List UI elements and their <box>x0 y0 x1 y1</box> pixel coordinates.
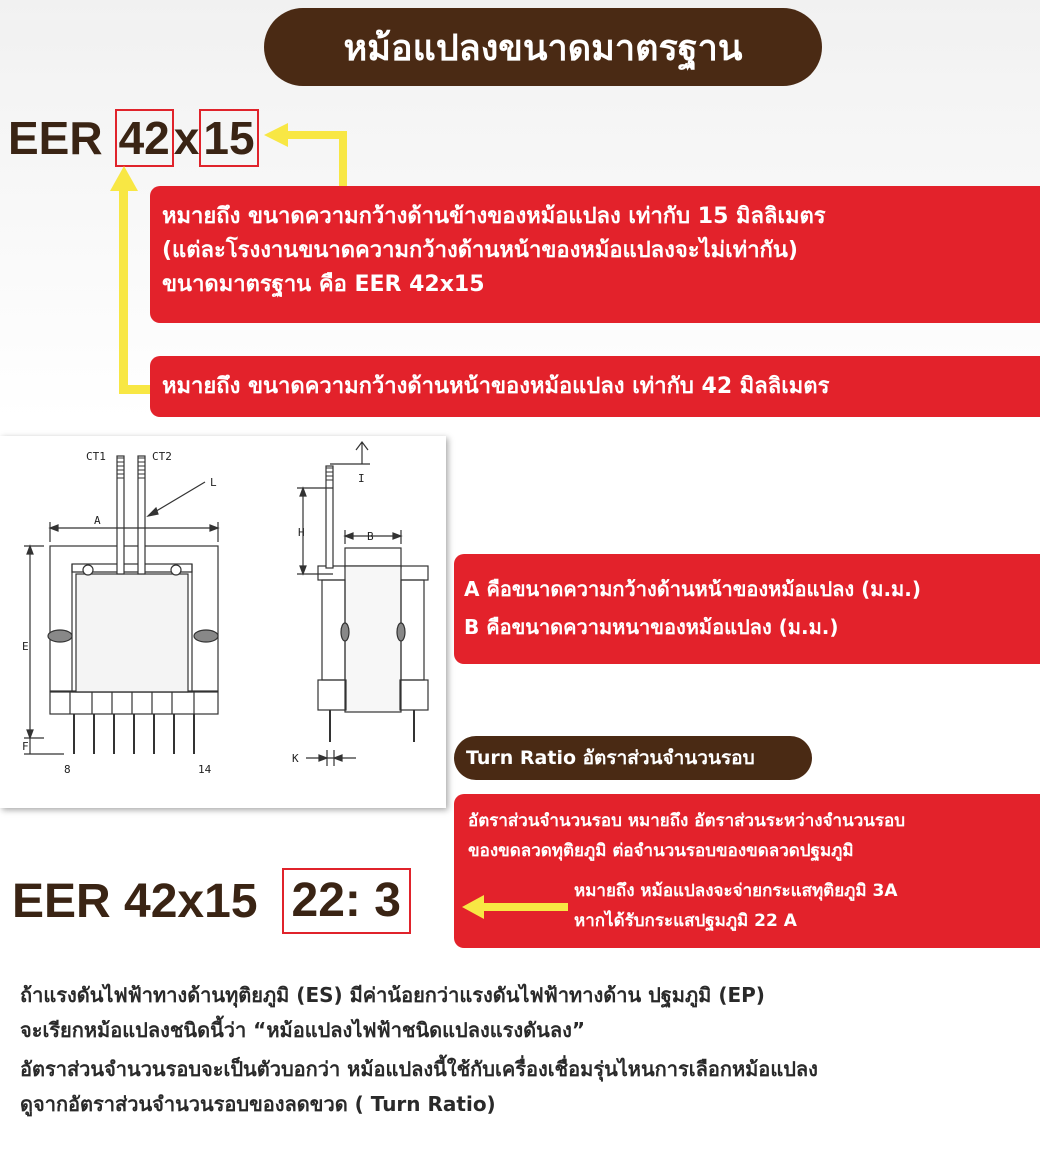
label-b: B <box>367 530 374 543</box>
label-pin-8: 8 <box>64 763 71 776</box>
model-code-bottom <box>12 868 411 934</box>
explanation-line4: ดูจากอัตราส่วนจำนวนรอบของลดขวด ( Turn Ratio) <box>20 1092 496 1116</box>
label-a: A <box>94 514 101 527</box>
model-code-top <box>8 108 259 168</box>
turn-ratio-value-box: 22: 3 <box>282 868 411 934</box>
arrow-ratio-icon <box>462 894 570 920</box>
label-i: I <box>358 472 365 485</box>
note-side-line2: (แต่ละโรงงานขนาดความกว้างด้านหน้าของหม้อแปลงจะไม่เท่ากัน) <box>162 238 798 263</box>
turn-ratio-label: Turn Ratio อัตราส่วนจำนวนรอบ <box>454 736 812 780</box>
label-ct2: CT2 <box>152 450 172 463</box>
explanation-text <box>20 978 1035 1122</box>
label-l: L <box>210 476 217 489</box>
label-e: E <box>22 640 29 653</box>
label-k: K <box>292 752 299 765</box>
note-side-line3: ขนาดมาตรฐาน คือ EER 42x15 <box>162 272 485 297</box>
note-side-width <box>150 186 1040 323</box>
turn-ratio-note <box>454 794 1040 948</box>
label-pin-14: 14 <box>198 763 212 776</box>
label-f: F <box>22 740 29 753</box>
page-title: หม้อแปลงขนาดมาตรฐาน <box>264 8 822 86</box>
dimension-note-b: B คือขนาดความหนาของหม้อแปลง (ม.ม.) <box>464 615 839 639</box>
model-separator: x <box>173 112 200 164</box>
arrow-front-vertical <box>119 188 128 393</box>
label-h: H <box>298 526 305 539</box>
front-base <box>50 692 218 714</box>
explanation-line1: ถ้าแรงดันไฟฟ้าทางด้านทุติยภูมิ (ES) มีค่าน้อยกว่าแรงดันไฟฟ้าทางด้าน ปฐมภูมิ (EP) <box>20 983 765 1007</box>
note-side-line1: หมายถึง ขนาดความกว้างด้านข้างของหม้อแปลง เท่ากับ 15 มิลลิเมตร <box>162 204 826 229</box>
arrow-side-horizontal <box>286 131 347 139</box>
arrow-front-horizontal <box>119 385 153 394</box>
side-top-block <box>345 548 401 568</box>
side-value-box: 15 <box>199 109 258 167</box>
transformer-drawing <box>0 436 446 808</box>
dimension-notes <box>454 554 1040 664</box>
arrow-side-vertical <box>339 131 347 187</box>
note-front-width: หมายถึง ขนาดความกว้างด้านหน้าของหม้อแปลง เท่ากับ 42 มิลลิเมตร <box>150 356 1040 417</box>
front-winding <box>76 574 188 692</box>
side-core <box>345 566 401 712</box>
explanation-line2: จะเรียกหม้อแปลงชนิดนี้ว่า “หม้อแปลงไฟฟ้าชนิดแปลงแรงดันลง” <box>20 1018 585 1042</box>
arrow-side-head-icon <box>264 122 290 148</box>
model-bottom-code: EER 42x15 <box>12 874 258 928</box>
turn-ratio-line1: อัตราส่วนจำนวนรอบ หมายถึง อัตราส่วนระหว่างจำนวนรอบ <box>468 811 906 831</box>
transformer-diagram <box>0 436 446 808</box>
explanation-line3: อัตราส่วนจำนวนรอบจะเป็นตัวบอกว่า หม้อแปลงนี้ใช้กับเครื่องเชื่อมรุ่นไหนการเลือกหม้อแปลง <box>20 1057 818 1081</box>
arrow-front-head-icon <box>109 166 139 192</box>
label-ct1: CT1 <box>86 450 106 463</box>
model-prefix: EER <box>8 112 103 164</box>
turn-ratio-line3: หมายถึง หม้อแปลงจะจ่ายกระแสทุติยภูมิ 3A <box>574 881 898 901</box>
turn-ratio-line4: หากได้รับกระแสปฐมภูมิ 22 A <box>574 911 797 931</box>
dimension-note-a: A คือขนาดความกว้างด้านหน้าของหม้อแปลง (ม.ม.) <box>464 577 921 601</box>
width-value-box: 42 <box>115 109 174 167</box>
turn-ratio-line2: ของขดลวดทุติยภูมิ ต่อจำนวนรอบของขดลวดปฐมภูมิ <box>468 841 854 861</box>
